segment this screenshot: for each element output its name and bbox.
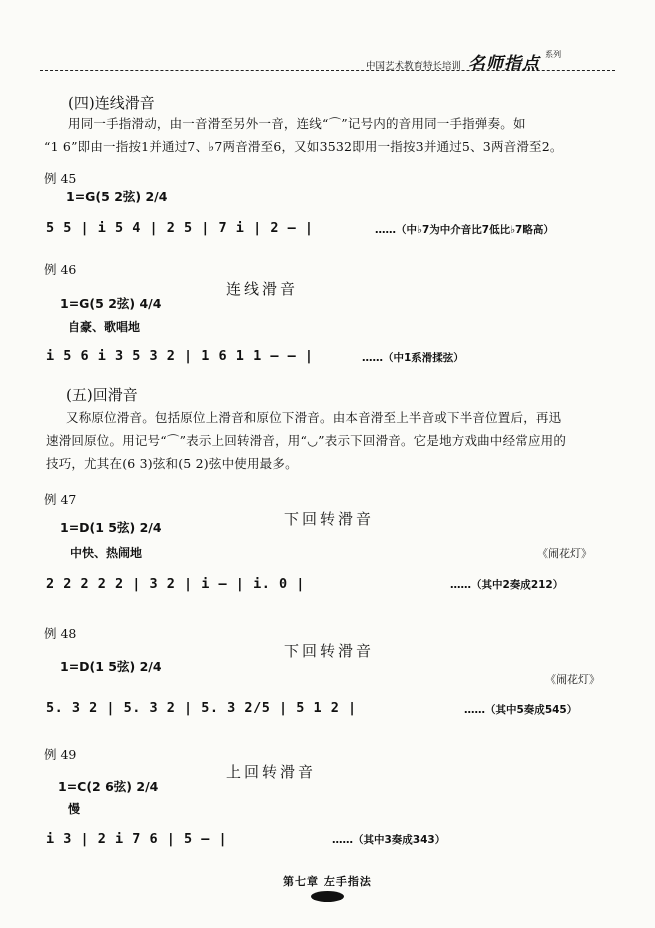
- example-48-title: 下回转滑音: [284, 642, 375, 660]
- series-prefix: 中国艺术教育特长培训: [366, 61, 462, 72]
- example-47-title: 下回转滑音: [284, 510, 375, 528]
- example-49-title: 上回转滑音: [226, 763, 317, 781]
- section-5-line-2: 速滑回原位。用记号“⌒”表示上回转滑音，用“◡”表示下回滑音。它是地方戏曲中经常应用的: [46, 433, 567, 448]
- example-47-label: 例 47: [44, 492, 77, 507]
- example-48-key: 1=D(1 5弦) 2/4: [60, 659, 162, 674]
- example-47-annotation-notes: 212）: [530, 579, 564, 591]
- example-46-title: 连线滑音: [226, 280, 299, 298]
- section-5-line-3: 技巧，尤其在(6 3)弦和(5 2)弦中使用最多。: [46, 456, 298, 471]
- example-49-notation: i 3 | 2 i 7 6 | 5 – |: [46, 831, 228, 847]
- example-49-label: 例 49: [44, 747, 77, 762]
- example-46-annotation: ……（中1̇系滑揉弦）: [362, 352, 464, 364]
- section-4-line-2: “1 6”即由一指按1并通过7、♭7两音滑至6，又如3532即用一指按3并通过5、3两音滑至2。: [44, 139, 563, 154]
- example-48-annotation-text: ……（其中5奏成: [464, 704, 545, 716]
- example-47-source: 《闹花灯》: [537, 547, 592, 560]
- example-48-label: 例 48: [44, 626, 77, 641]
- example-47-notation: 2 2 2 2 2 | 3 2 | i – | i. 0 |: [46, 576, 305, 592]
- section-4-line-1: 用同一手指滑动，由一音滑至另外一音，连线“⌒”记号内的音用同一手指弹奏。如: [68, 116, 526, 131]
- example-49-annotation-text: ……（其中3奏成: [332, 834, 413, 846]
- example-45-annotation: ……（中♭7为中介音比7低比♭7略高）: [375, 224, 554, 236]
- example-47-tempo: 中快、热闹地: [70, 546, 143, 560]
- example-45-label: 例 45: [44, 171, 77, 186]
- example-48-notation: 5. 3 2 | 5. 3 2 | 5. 3 2/5 | 5 1 2 |: [46, 700, 357, 716]
- example-46-tempo: 自豪、歌唱地: [68, 320, 141, 334]
- series-brand-logo: 名师指点: [468, 54, 541, 74]
- series-header: [366, 49, 561, 74]
- section-4-title: (四)连线滑音: [68, 94, 155, 112]
- example-48-annotation-notes: 545）: [544, 704, 578, 716]
- example-45-key: 1=G(5 2弦) 2/4: [66, 189, 168, 204]
- example-48-source: 《闹花灯》: [545, 673, 600, 686]
- example-46-notation: i 5 6 i 3 5 3 2 | 1 6 1 1 – – |: [46, 348, 314, 364]
- example-47-annotation: [450, 577, 563, 592]
- page-number-oval: [311, 891, 344, 902]
- example-45-notation: 5 5 | i 5 4 | 2 5 | 7 i | 2 – |: [46, 220, 314, 236]
- section-5-title: (五)回滑音: [66, 386, 138, 404]
- example-48-annotation: [464, 702, 577, 717]
- example-47-annotation-text: ……（其中2奏成: [450, 579, 531, 591]
- chapter-footer: 第七章 左手指法: [283, 875, 372, 888]
- example-49-annotation-notes: 343）: [412, 834, 446, 846]
- series-suffix: 系列: [545, 50, 562, 59]
- example-46-key: 1=G(5 2弦) 4/4: [60, 296, 162, 311]
- example-46-label: 例 46: [44, 262, 77, 277]
- example-49-tempo: 慢: [68, 802, 81, 816]
- example-47-key: 1=D(1 5弦) 2/4: [60, 520, 162, 535]
- example-49-key: 1=C(2 6弦) 2/4: [58, 779, 159, 794]
- example-49-annotation: [332, 832, 445, 847]
- section-5-line-1: 又称原位滑音。包括原位上滑音和原位下滑音。由本音滑至上半音或下半音位置后，再迅: [66, 410, 562, 425]
